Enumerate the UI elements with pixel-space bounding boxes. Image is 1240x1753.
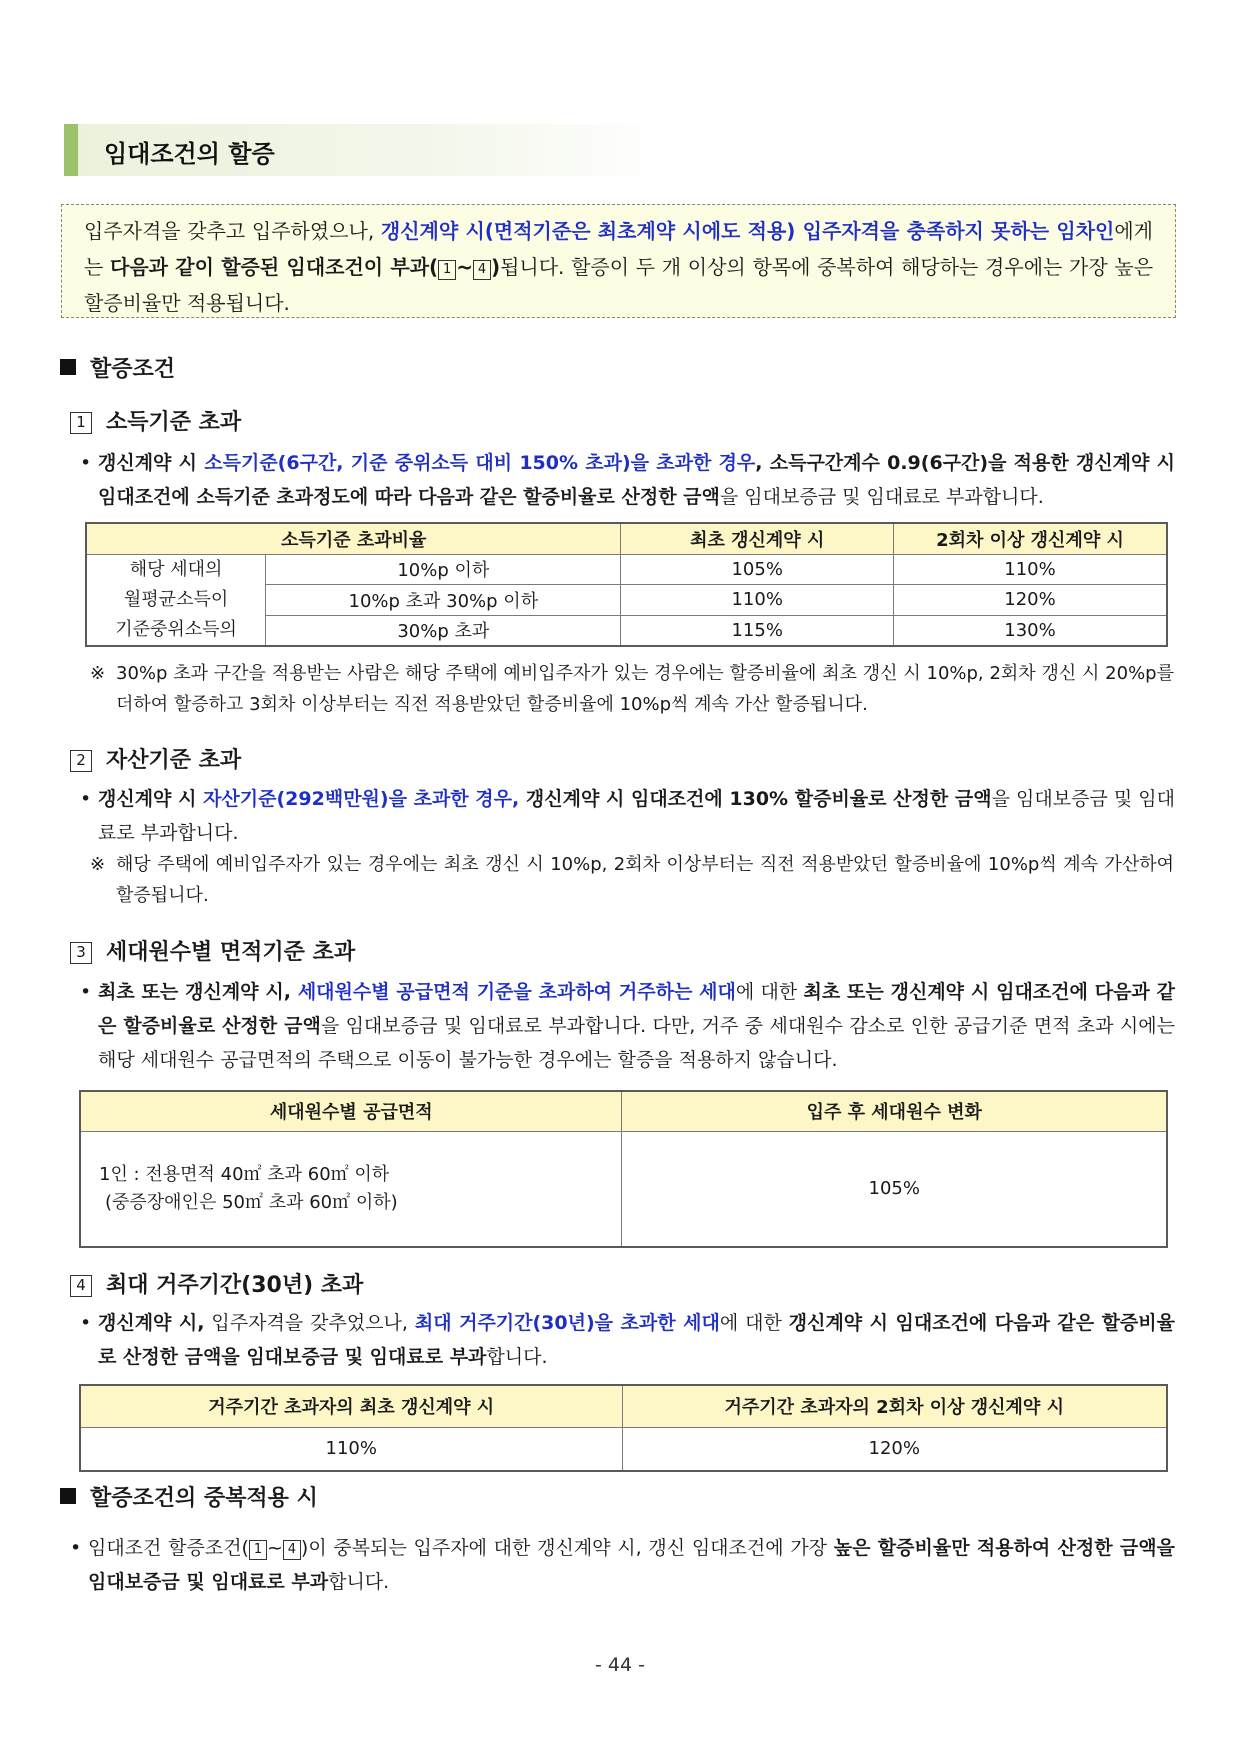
note-text: 해당 주택에 예비입주자가 있는 경우에는 최초 갱신 시 10%p, 2회차 이상부터는 직전 적용받았던 할증비율에 10%p씩 계속 가산하여 할증됩니다. — [116, 854, 1174, 906]
intro-box — [61, 204, 1176, 318]
para-bold: 갱신계약 시 임대조건에 다음과 같은 할증비율로 산정한 금액을 임대보증금 및 임대료로 부과 — [98, 1312, 1175, 1368]
para-bold: , 소득구간계수 0.9(6구간)을 적용한 갱신계약 시 임대조건에 소득기준 초과정도에 따라 다음과 같은 할증비율로 산정한 금액 — [98, 452, 1175, 508]
para-text: 임대조건 할증조건( — [88, 1537, 249, 1559]
condition-heading-text: 세대원수별 면적기준 초과 — [106, 940, 356, 965]
cell-line: (중증장애인은 50㎡ 초과 60㎡ 이하) — [105, 1191, 398, 1213]
table-cell: 10%p 초과 30%p 이하 — [266, 585, 621, 616]
para-text: 을 임대보증금 및 임대료로 부과합니다. 다만, 거주 중 세대원수 감소로 인한 공급기준 면적 초과 시에는 해당 세대원수 공급면적의 주택으로 이동이 불가능한 경우에는 할증을 적용하지 않습니다. — [98, 1015, 1175, 1071]
table-cell: 120% — [893, 585, 1167, 616]
para-text: 에 대한 — [719, 1312, 789, 1334]
square-bullet-icon — [60, 1488, 76, 1504]
condition-paragraph — [80, 1306, 1175, 1374]
para-text: 에 대한 — [735, 981, 804, 1003]
section-heading — [60, 352, 175, 383]
square-bullet-icon — [60, 359, 76, 375]
row-header-line: 월평균소득이 — [123, 588, 229, 610]
item-number-box: 2 — [70, 750, 92, 772]
table-header: 거주기간 초과자의 2회차 이상 갱신계약 시 — [622, 1385, 1167, 1427]
condition-heading — [70, 1268, 363, 1299]
intro-highlight: 갱신계약 시(면적기준은 최초계약 시에도 적용) 입주자격을 충족하지 못하는 임차인 — [380, 219, 1115, 243]
para-text: 합니다. — [486, 1346, 548, 1368]
bullet-icon: • — [80, 981, 92, 1003]
intro-text: 됩니다. 할증이 두 개 이상의 항목에 중복하여 해당하는 경우에는 가장 높은 할증비율만 적용됩니다. — [84, 255, 1154, 315]
area-surcharge-table — [79, 1090, 1168, 1248]
table-header: 세대원수별 공급면적 — [80, 1091, 622, 1131]
intro-text: 에게는 — [84, 219, 1153, 279]
para-highlight: 자산기준(292백만원)을 초과한 경우, — [203, 788, 520, 810]
table-header: 최초 갱신계약 시 — [621, 523, 894, 554]
cell-line: 1인 : 전용면적 40㎡ 초과 60㎡ 이하 — [99, 1163, 390, 1185]
item-number-box: 4 — [473, 260, 491, 280]
title-accent-bar — [64, 124, 78, 176]
condition-heading — [70, 743, 241, 774]
section-heading-text: 할증조건 — [90, 357, 176, 382]
para-highlight: 세대원수별 공급면적 기준을 초과하여 거주하는 세대 — [297, 981, 736, 1003]
bullet-icon: • — [70, 1537, 82, 1559]
bullet-icon: • — [80, 452, 92, 474]
para-bold: 갱신계약 시 — [98, 452, 205, 474]
table-cell: 105% — [621, 554, 894, 585]
condition-paragraph — [80, 446, 1175, 514]
page-title: 임대조건의 할증 — [104, 140, 275, 168]
condition-heading-text: 자산기준 초과 — [106, 748, 242, 773]
table-row-header — [86, 554, 266, 646]
table-cell: 30%p 초과 — [266, 615, 621, 646]
table-header: 입주 후 세대원수 변화 — [622, 1091, 1167, 1131]
table-header: 2회차 이상 갱신계약 시 — [893, 523, 1167, 554]
para-highlight: 소득기준(6구간, 기준 중위소득 대비 150% 초과)을 초과한 경우 — [204, 452, 756, 474]
para-bold: 갱신계약 시 — [98, 788, 204, 810]
overlap-paragraph — [70, 1531, 1175, 1599]
note-mark: ※ — [90, 663, 106, 684]
bullet-icon: • — [80, 788, 92, 810]
para-text: 을 임대보증금 및 임대료로 부과합니다. — [98, 788, 1175, 844]
page-number: - 44 - — [595, 1654, 645, 1676]
condition-note — [90, 849, 1174, 911]
para-text: )이 중복되는 입주자에 대한 갱신계약 시, 갱신 임대조건에 가장 — [300, 1537, 834, 1559]
condition-note — [90, 658, 1174, 720]
table-cell — [80, 1131, 622, 1247]
para-text: 합니다. — [328, 1571, 390, 1593]
condition-heading-text: 최대 거주기간(30년) 초과 — [106, 1273, 364, 1298]
table-cell: 110% — [80, 1427, 622, 1471]
table-header: 거주기간 초과자의 최초 갱신계약 시 — [80, 1385, 622, 1427]
table-cell: 115% — [621, 615, 894, 646]
item-number-box: 3 — [70, 942, 92, 964]
table-cell: 120% — [622, 1427, 1167, 1471]
bullet-icon: • — [80, 1312, 92, 1334]
row-header-line: 해당 세대의 — [129, 558, 223, 580]
table-cell: 105% — [622, 1131, 1167, 1247]
condition-paragraph — [80, 782, 1175, 850]
section-title-bar — [64, 124, 668, 176]
para-bold: 갱신계약 시, — [98, 1312, 205, 1334]
para-bold: 갱신계약 시 임대조건에 130% 할증비율로 산정한 금액 — [519, 788, 992, 810]
intro-tilde: ~ — [456, 255, 473, 279]
row-header-line: 기준중위소득의 — [115, 618, 237, 640]
para-text: 입주자격을 갖추었으나, — [204, 1312, 415, 1334]
condition-heading — [70, 405, 241, 436]
intro-paren-close: ) — [490, 255, 501, 279]
intro-text: 입주자격을 갖추고 입주하였으나, — [84, 219, 381, 243]
note-mark: ※ — [90, 854, 106, 875]
table-cell: 130% — [893, 615, 1167, 646]
item-number-box: 1 — [438, 260, 456, 280]
residence-surcharge-table — [79, 1384, 1168, 1472]
table-cell: 110% — [621, 585, 894, 616]
para-bold: 최초 또는 갱신계약 시, — [98, 981, 298, 1003]
condition-heading-text: 소득기준 초과 — [106, 410, 242, 435]
table-cell: 110% — [893, 554, 1167, 585]
intro-bold: 다음과 같이 할증된 임대조건이 부과 — [110, 255, 430, 279]
item-number-box: 4 — [70, 1275, 92, 1297]
item-number-box: 1 — [249, 1540, 267, 1560]
table-header: 소득기준 초과비율 — [86, 523, 621, 554]
intro-paren-open: ( — [429, 255, 439, 279]
para-text: 을 임대보증금 및 임대료로 부과합니다. — [719, 486, 1044, 508]
condition-heading — [70, 935, 355, 966]
para-highlight: 최대 거주기간(30년)을 초과한 세대 — [414, 1312, 720, 1334]
section-heading-text: 할증조건의 중복적용 시 — [90, 1486, 318, 1511]
table-cell: 10%p 이하 — [266, 554, 621, 585]
item-number-box: 1 — [70, 412, 92, 434]
income-surcharge-table — [85, 522, 1168, 647]
condition-paragraph — [80, 975, 1175, 1077]
section-heading — [60, 1481, 318, 1512]
para-bold: 최초 또는 갱신계약 시 임대조건에 다음과 같은 할증비율로 산정한 금액 — [98, 981, 1175, 1037]
para-bold: 높은 할증비율만 적용하여 산정한 금액을 임대보증금 및 임대료로 부과 — [88, 1537, 1175, 1593]
note-text: 30%p 초과 구간을 적용받는 사람은 해당 주택에 예비입주자가 있는 경우에는 할증비율에 최초 갱신 시 10%p, 2회차 갱신 시 20%p를 더하여 할증하고 3회차 이상부터는 직전 적용받았던 할증비율에 10%p씩 계속 가산 할증됩니다. — [116, 663, 1174, 715]
para-tilde: ~ — [266, 1537, 283, 1559]
item-number-box: 4 — [283, 1540, 301, 1560]
